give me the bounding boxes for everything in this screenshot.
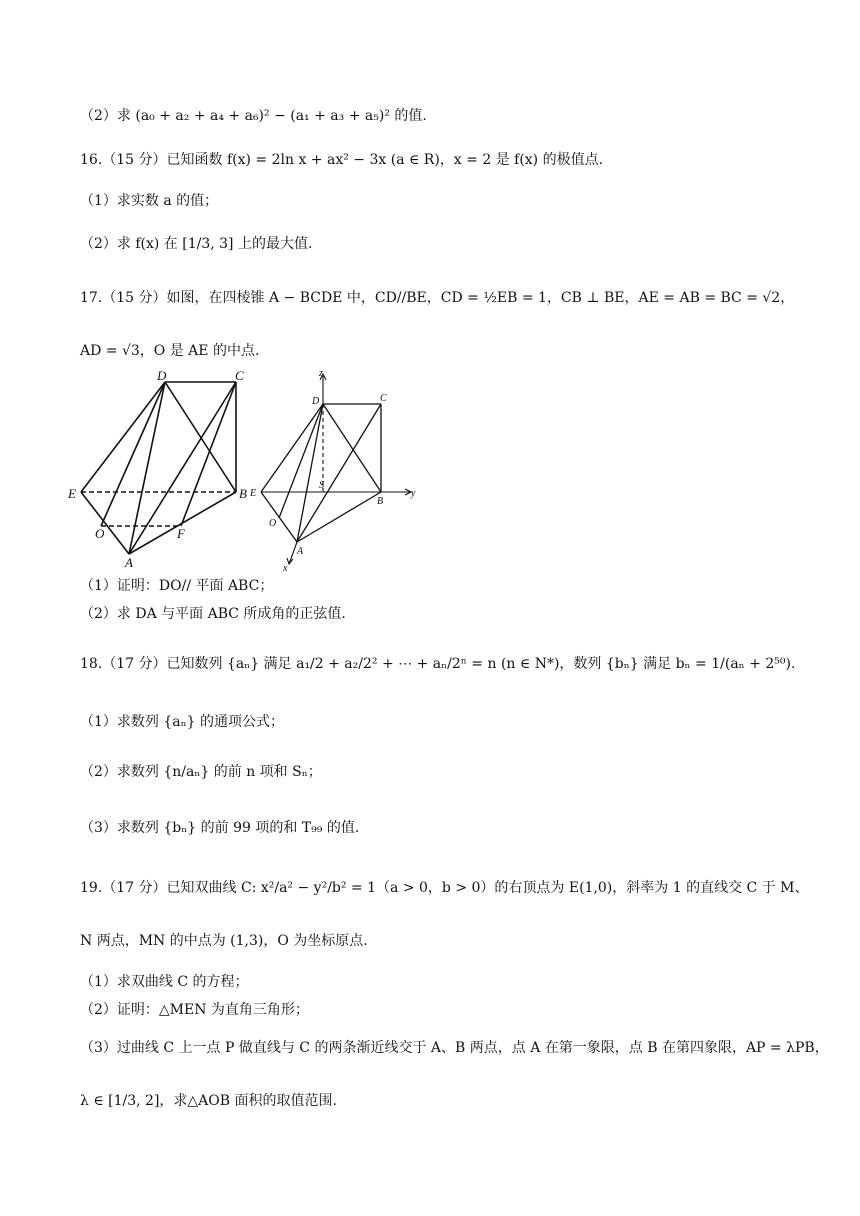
q19-part3-line1: （3）过曲线 C 上一点 P 做直线与 C 的两条渐近线交于 A、B 两点，点 A 在第一象限，点 B 在第四象限，AP = λPB， [80, 1040, 829, 1056]
q19-stem-line1: 19.（17 分）已知双曲线 C: x²/a² − y²/b² = 1（a > 0，b > 0）的右顶点为 E(1,0)，斜率为 1 的直线交 C 于 M、 [80, 880, 809, 896]
fig1-label-c: C [235, 368, 244, 383]
q19-part3-line2: λ ∈ [1/3, 2]，求△AOB 面积的取值范围. [80, 1093, 337, 1109]
fig2-label-s: S [319, 480, 324, 491]
fig1-label-d: D [157, 368, 167, 383]
q19-part2: （2）证明：△MEN 为直角三角形； [80, 1002, 309, 1018]
q18-part3: （3）求数列 {bₙ} 的前 99 项的和 T₉₉ 的值. [80, 820, 360, 836]
q16-part2: （2）求 f(x) 在 [1/3, 3] 上的最大值. [80, 236, 313, 252]
q18-part1: （1）求数列 {aₙ} 的通项公式； [80, 714, 285, 730]
fig2-label-o: O [269, 518, 277, 529]
q19-stem-line2: N 两点，MN 的中点为 (1,3)，O 为坐标原点. [80, 933, 368, 949]
fig2-label-b: B [377, 496, 384, 507]
q17-stem-line2: AD = √3，O 是 AE 的中点. [80, 343, 260, 359]
pyramid-figure-1 [65, 368, 255, 568]
fig2-label-e: E [250, 488, 257, 499]
q18-part2: （2）求数列 {n/aₙ} 的前 n 项和 Sₙ； [80, 764, 322, 780]
fig2-label-y: y [411, 488, 416, 499]
q19-part1: （1）求双曲线 C 的方程； [80, 974, 249, 990]
fig1-label-e: E [68, 486, 76, 501]
q17-part2: （2）求 DA 与平面 ABC 所成角的正弦值. [80, 606, 346, 622]
q16-part1: （1）求实数 a 的值； [80, 193, 219, 209]
fig1-label-a: A [125, 555, 133, 568]
fig2-label-a: A [297, 546, 304, 557]
q16-stem: 16.（15 分）已知函数 f(x) = 2ln x + ax² − 3x (a ∈ R)，x = 2 是 f(x) 的极值点. [80, 152, 604, 168]
q15-part2: （2）求 (a₀ + a₂ + a₄ + a₆)² − (a₁ + a₃ + a₅)² 的值. [80, 108, 427, 124]
q18-stem: 18.（17 分）已知数列 {aₙ} 满足 a₁/2 + a₂/2² + ⋯ + aₙ/2ⁿ = n (n ∈ N*)，数列 {bₙ} 满足 bₙ = 1/(aₙ + 2⁵⁰). [80, 656, 796, 672]
fig1-label-o: O [95, 526, 105, 541]
fig2-label-z: z [319, 368, 323, 379]
q17-part1: （1）证明：DO// 平面 ABC； [80, 578, 274, 594]
pyramid-figure-2 [245, 368, 425, 573]
fig1-label-b: B [239, 486, 247, 501]
fig2-label-c: C [380, 393, 387, 404]
fig1-label-f: F [177, 526, 185, 541]
fig2-label-x: x [283, 563, 288, 573]
q17-stem-line1: 17.（15 分）如图，在四棱锥 A − BCDE 中，CD//BE，CD = ½EB = 1，CB ⊥ BE，AE = AB = BC = √2， [80, 290, 795, 306]
fig2-label-d: D [312, 396, 320, 407]
